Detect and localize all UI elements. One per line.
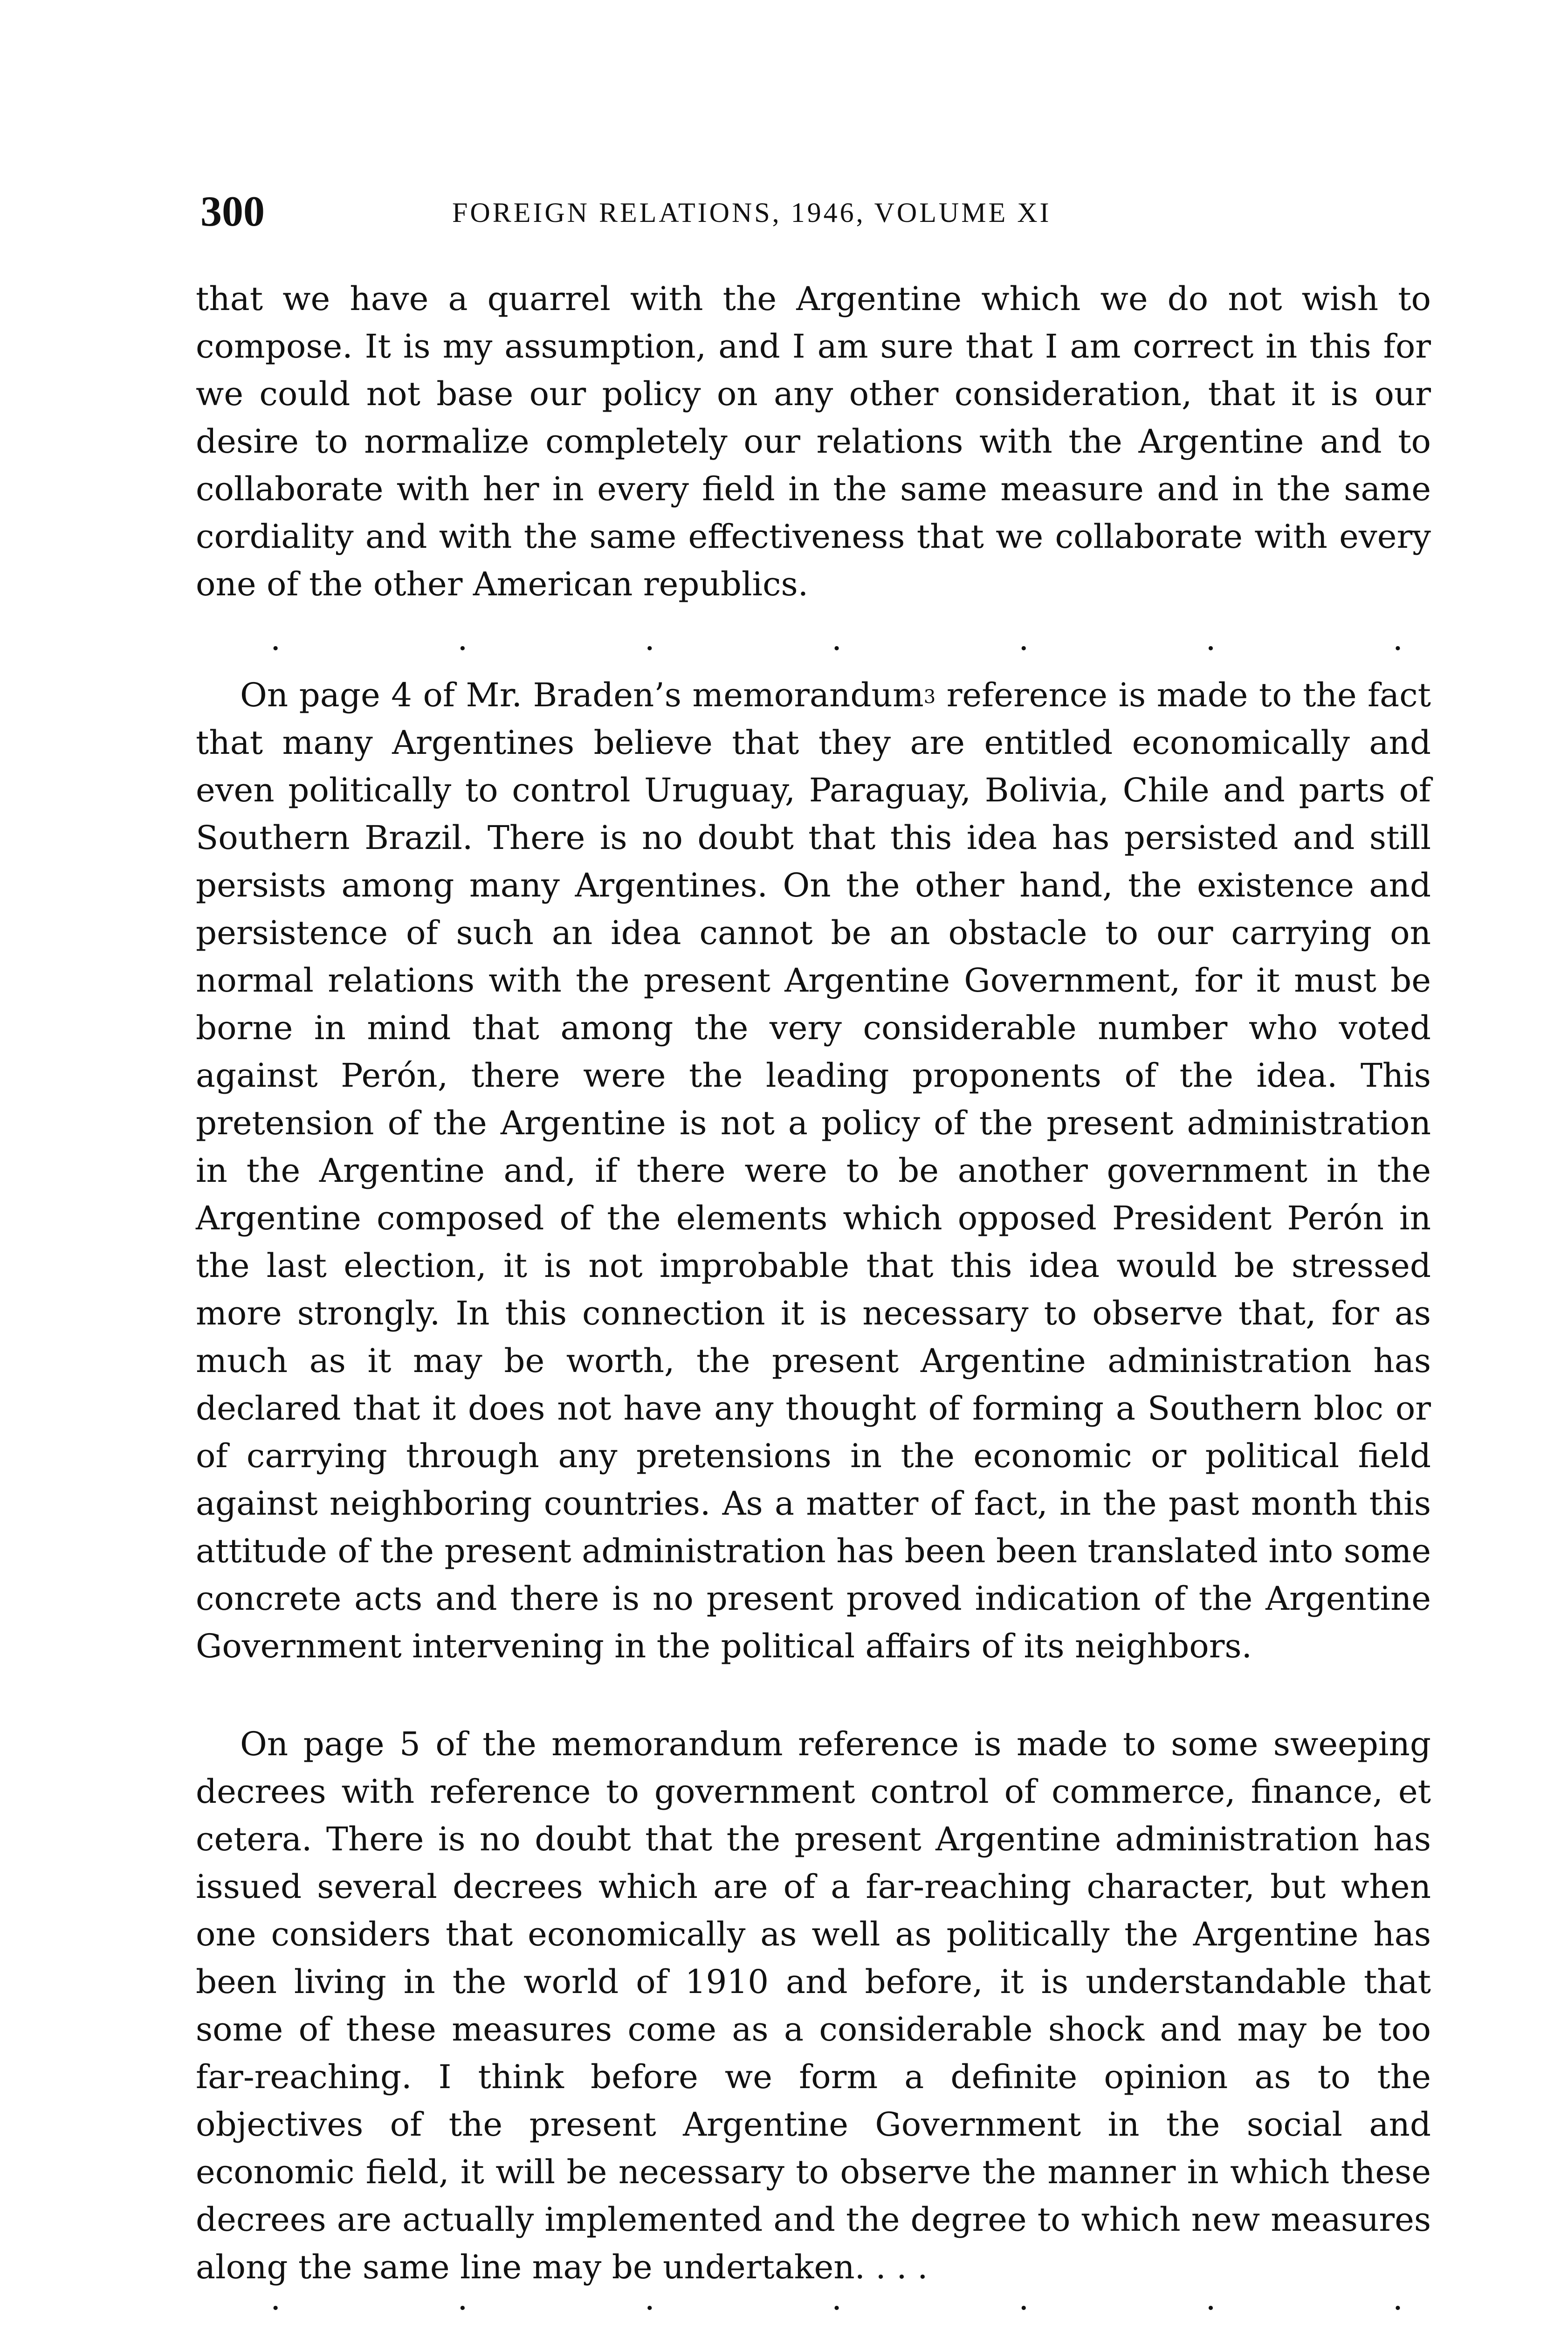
page-header (200, 186, 1431, 242)
ellipsis-dot: . (1205, 2279, 1216, 2317)
paragraph-text: reference is made to the fact that many Argentines believe that they are entitled economically and even politically to control Uruguay, Paraguay, Bolivia, Chile and parts of Southern Brazil. There is no doubt that this idea has persisted and still persists among many Argentines. On the other hand, the existence and persistence of such an idea cannot be an obstacle to our carrying on normal relations with the present Argentine Government, for it must be borne in mind that among the very considerable number who voted against Perón, there were the leading proponents of the idea. This pretension of the Argentine is not a policy of the present administration in the Argentine and, if there were to be another government in the Argentine composed of the elements which opposed President Perón in the last election, it is not improbable that this idea would be stressed more strongly. In this connection it is necessary to observe that, for as much as it may be worth, the present Argentine administration has declared that it does not have any thought of forming a Southern bloc or of carrying through any pretensions in the economic or political field against neighboring countries. As a matter of fact, in the past month this attitude of the present administration has been been translated into some concrete acts and there is no present proved indication of the Argentine Government intervening in the political affairs of its neighbors. (196, 676, 1431, 1665)
ellipsis-dot: . (457, 620, 468, 658)
paragraph-decrees: On page 5 of the memorandum reference is made to some sweeping decrees with reference to government control of commerce, finance, et cetera. There is no doubt that the present Argentine administration has issued several decrees which are of a far-reaching character, but when one considers that economically as well as politically the Argentine has been living in the world of 1910 and before, it is understandable that some of these measures come as a considerable shock and may be too far-reaching. I think before we form a definite opinion as to the objectives of the present Argentine Government in the social and economic field, it will be necessary to observe the manner in which these decrees are actually implemented and the degree to which new measures along the same line may be undertaken. . . . (196, 1725, 1431, 2286)
footnote-reference: 3 (923, 686, 936, 708)
ellipsis-dot: . (1392, 620, 1403, 658)
ellipsis-dot: . (644, 2279, 655, 2317)
ellipsis-dot: . (831, 620, 842, 658)
paragraph-braden-memorandum (196, 671, 1431, 1670)
ellipsis-dot: . (270, 2279, 281, 2317)
ellipsis-dot: . (1392, 2279, 1403, 2317)
ellipsis-row (270, 2279, 1403, 2317)
ellipsis-dot: . (270, 620, 281, 658)
ellipsis-row (270, 620, 1403, 658)
paragraph-text: On page 4 of Mr. Braden’s memorandum (240, 676, 924, 714)
running-head: FOREIGN RELATIONS, 1946, VOLUME XI (452, 197, 1052, 228)
paragraph-continued: that we have a quarrel with the Argentine which we do not wish to compose. It is my assumption, and I am sure that I am correct in this for we could not base our policy on any other consideration, that it is our desire to normalize completely our relations with the Argentine and to collaborate with her in every field in the same measure and in the same cordiality and with the same effectiveness that we collaborate with every one of the other American republics. (196, 280, 1431, 603)
ellipsis-dot: . (457, 2279, 468, 2317)
ellipsis-dot: . (1018, 620, 1029, 658)
page-number: 300 (200, 187, 265, 235)
ellipsis-dot: . (1205, 620, 1216, 658)
ellipsis-dot: . (1018, 2279, 1029, 2317)
ellipsis-dot: . (831, 2279, 842, 2317)
ellipsis-dot: . (644, 620, 655, 658)
